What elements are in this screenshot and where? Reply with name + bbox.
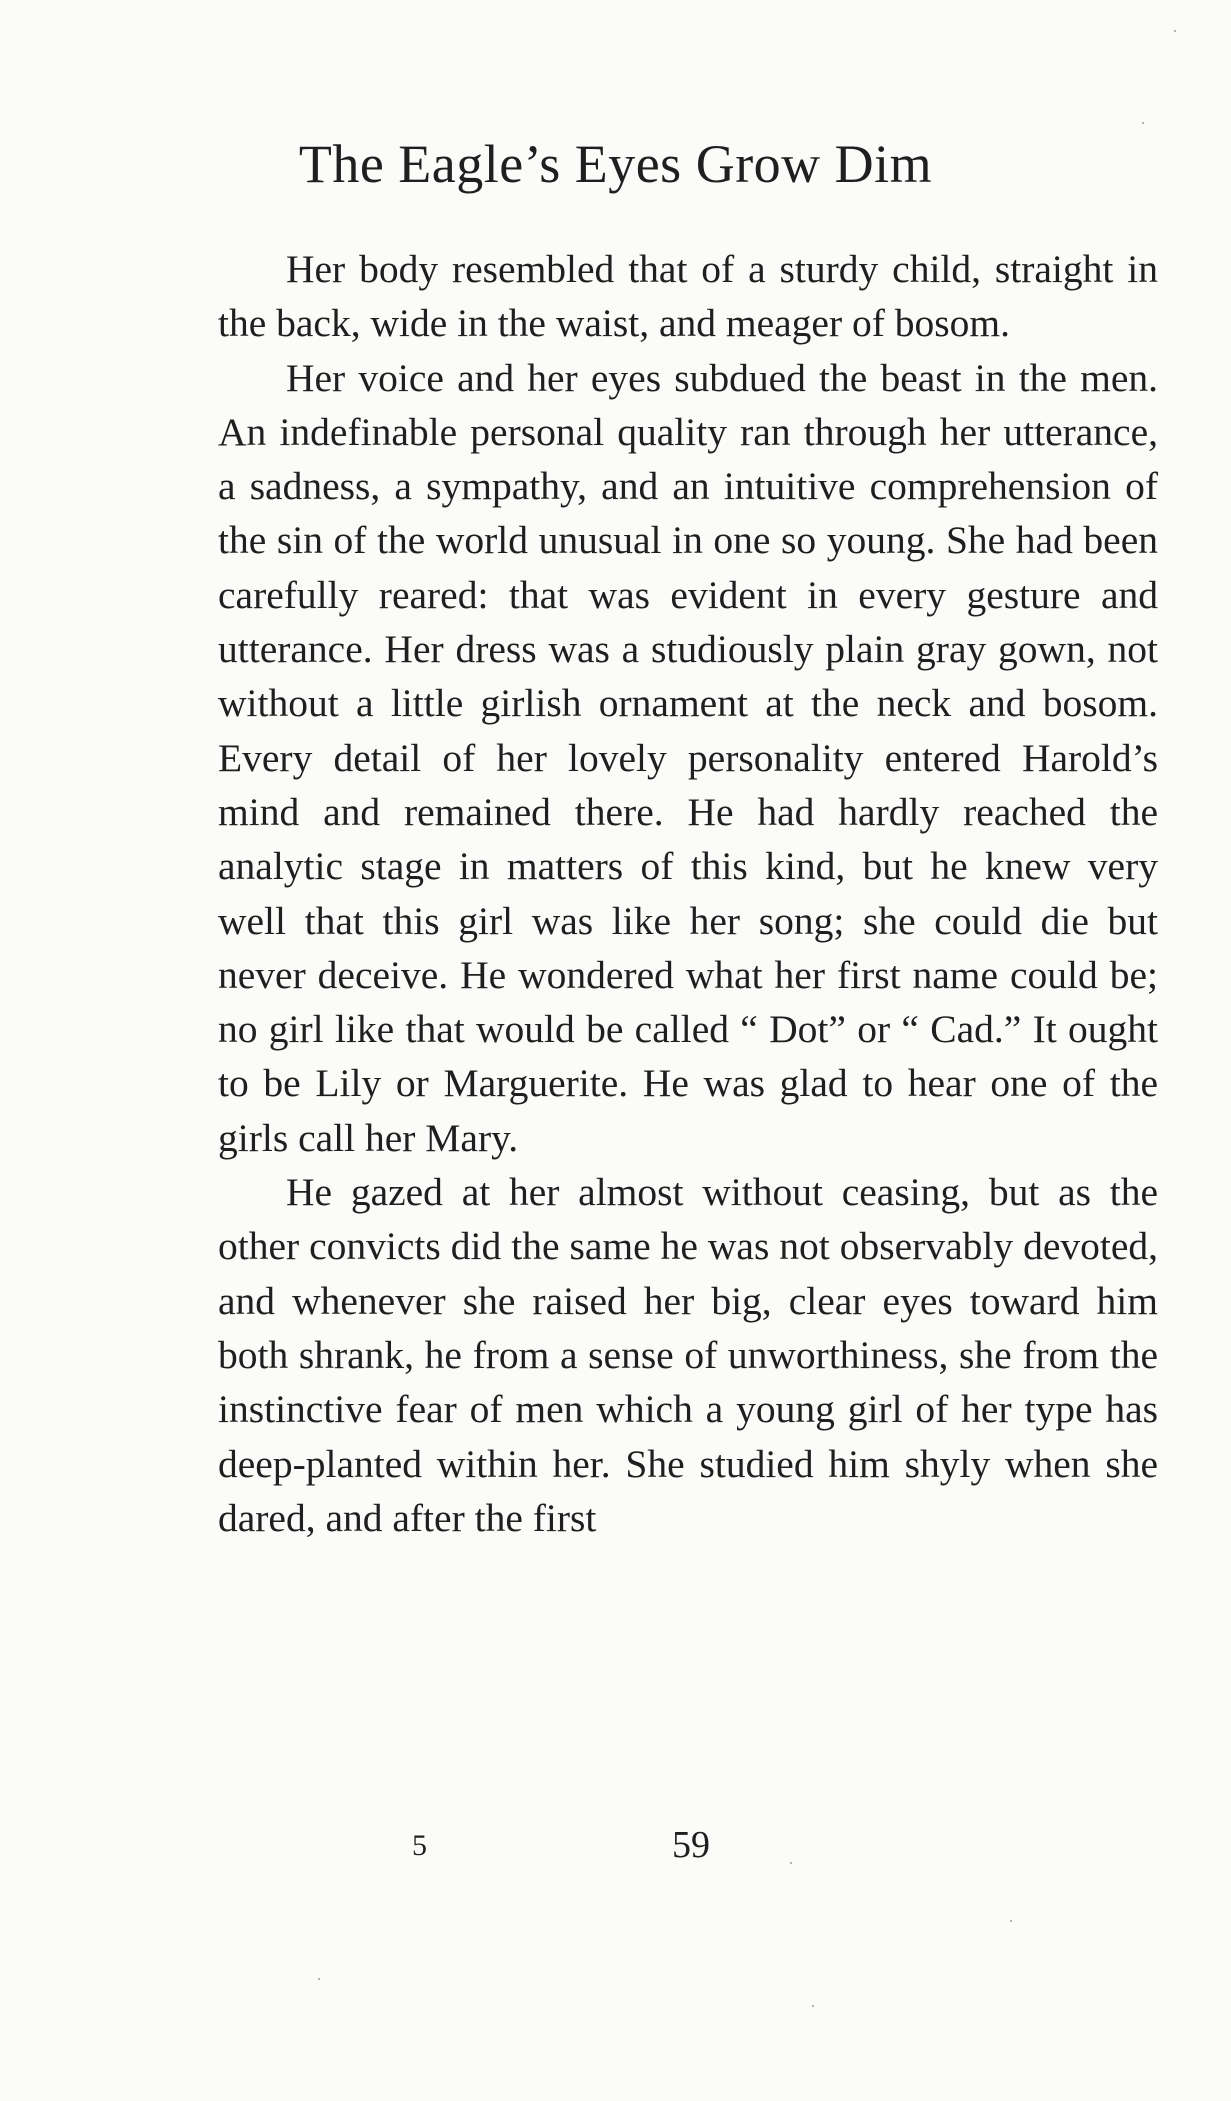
page-footer	[0, 1822, 1231, 1870]
page-number: 59	[672, 1824, 710, 1866]
paper-speck	[1174, 30, 1176, 32]
running-head: The Eagle’s Eyes Grow Dim	[298, 134, 933, 194]
paper-speck	[1142, 122, 1144, 124]
paper-speck	[1010, 1920, 1012, 1922]
paragraph-1: Her body resembled that of a sturdy child, straight in the back, wide in the waist, and meager of bosom.	[218, 247, 1158, 346]
paper-speck	[812, 2005, 814, 2007]
paragraph-2: Her voice and her eyes subdued the beast in the men. An indefinable personal quality ran through her utterance, a sadness, a sympathy, and an intuitive comprehension of the sin of the world unusual in one so young. She had been carefully reared: that was evident in every gesture and utterance. Her dress was a studiously plain gray gown, not without a little girlish ornament at the neck and bosom. Every detail of her lovely personality entered Harold’s mind and remained there. He had hardly reached the analytic stage in matters of this kind, but he knew very well that this girl was like her song; she could die but never deceive. He wondered what her first name could be; no girl like that would be called “ Dot” or “ Cad.” It ought to be Lily or Marguerite. He was glad to hear one of the girls call her Mary.	[218, 355, 1158, 1160]
paper-speck	[790, 1862, 792, 1864]
paragraph-3: He gazed at her almost without ceasing, but as the other convicts did the same he was not observably devoted, and whenever she raised her big, clear eyes toward him both shrank, he from a sense of unworthiness, she from the instinctive fear of men which a young girl of her type has deep-planted within her. She studied him shyly when she dared, and after the first	[218, 1170, 1158, 1540]
signature-mark: 5	[412, 1829, 427, 1862]
paper-speck	[318, 1978, 320, 1980]
body-text	[218, 242, 1158, 1545]
